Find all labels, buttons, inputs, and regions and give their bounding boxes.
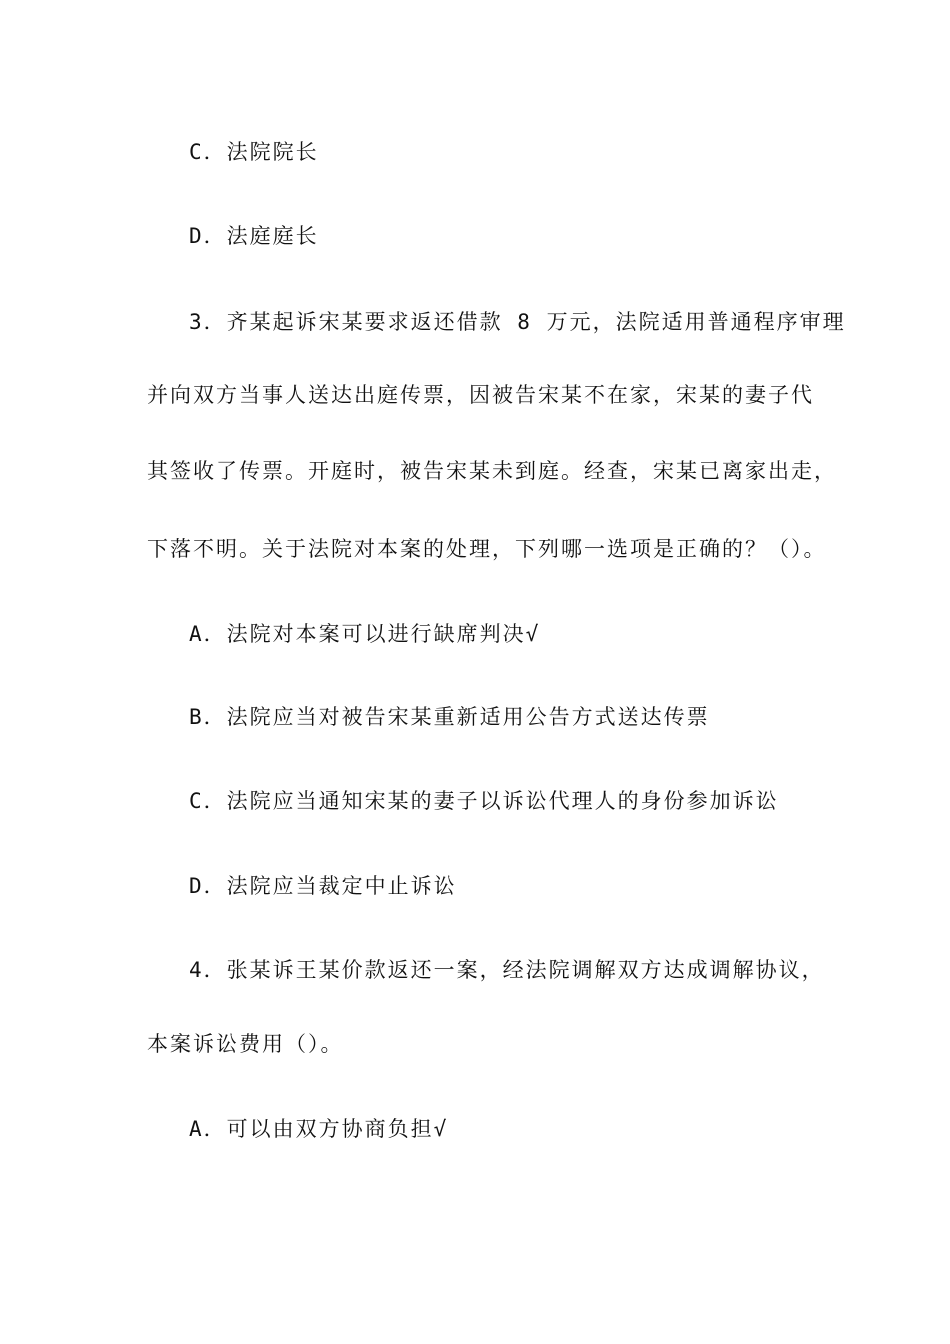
question-3-option-a: A．法院对本案可以进行缺席判决√	[189, 622, 541, 646]
question-4-option-a: A．可以由双方协商负担√	[189, 1117, 449, 1141]
question-3-line-2: 并向双方当事人送达出庭传票，因被告宋某不在家，宋某的妻子代	[147, 383, 814, 407]
question-3-option-c: C．法院应当通知宋某的妻子以诉讼代理人的身份参加诉讼	[189, 789, 779, 813]
option-c-court-president: C．法院院长	[189, 140, 319, 164]
question-3-option-d: D．法院应当裁定中止诉讼	[189, 874, 457, 898]
question-3-option-b: B．法院应当对被告宋某重新适用公告方式送达传票	[189, 705, 710, 729]
question-3-line-4: 下落不明。关于法院对本案的处理，下列哪一选项是正确的？（）。	[147, 537, 827, 561]
question-4-line-1: 4．张某诉王某价款返还一案，经法院调解双方达成调解协议，	[189, 958, 825, 982]
question-4-line-2: 本案诉讼费用（）。	[147, 1032, 344, 1056]
question-3-line-3: 其签收了传票。开庭时，被告宋某未到庭。经查，宋某已离家出走，	[147, 459, 837, 483]
option-d-tribunal-chief: D．法庭庭长	[189, 224, 319, 248]
question-3-line-1: 3．齐某起诉宋某要求返还借款 8 万元，法院适用普通程序审理	[189, 310, 846, 334]
